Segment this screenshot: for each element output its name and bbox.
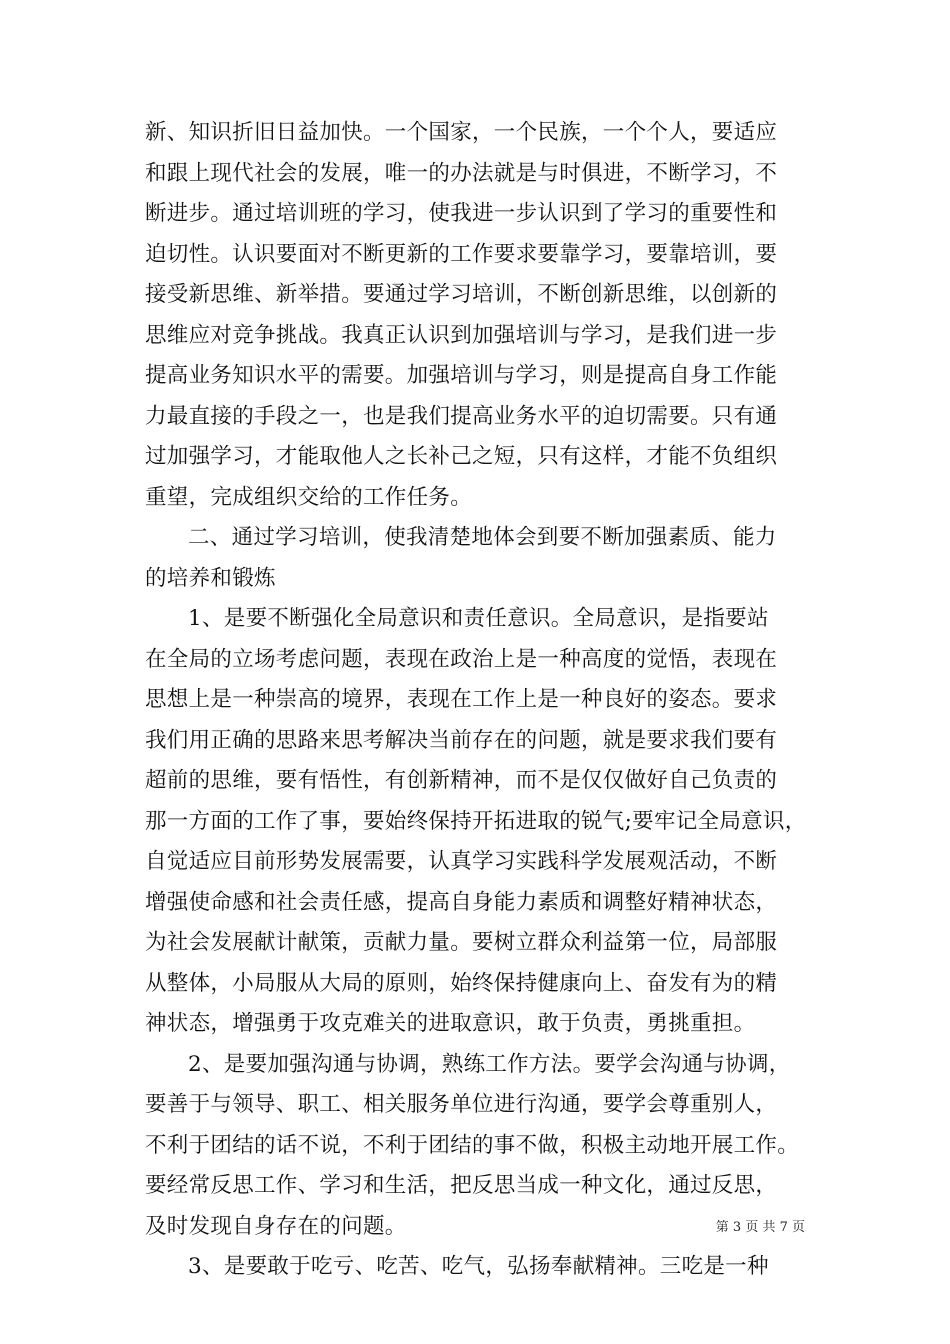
text-line: 思维应对竞争挑战。我真正认识到加强培训与学习，是我们进一步: [145, 322, 778, 348]
text-line: 从整体，小局服从大局的原则，始终保持健康向上、奋发有为的精: [145, 970, 778, 996]
text-line: 过加强学习，才能取他人之长补己之短，只有这样，才能不负组织: [145, 444, 778, 469]
text-line: 要经常反思工作、学习和生活，把反思当成一种文化，通过反思，: [145, 1173, 778, 1198]
text-line: 和跟上现代社会的发展，唯一的办法就是与时俱进，不断学习，不: [145, 160, 778, 186]
item-3-paragraph: [145, 1247, 809, 1288]
document-body: [145, 113, 809, 1288]
item-1-paragraph: [145, 599, 809, 1045]
text-line: 2、是要加强沟通与协调，熟练工作方法。要学会沟通与协调，: [188, 1051, 791, 1077]
text-line: 3、是要敢于吃亏、吃苦、吃气，弘扬奉献精神。三吃是一种: [188, 1254, 769, 1279]
text-line: 断进步。通过培训班的学习，使我进一步认识到了学习的重要性和: [145, 201, 778, 226]
text-line: 自觉适应目前形势发展需要，认真学习实践科学发展观活动，不断: [145, 849, 778, 874]
text-line: 要善于与领导、职工、相关服务单位进行沟通，要学会尊重别人，: [145, 1092, 778, 1117]
section-heading-2: [145, 518, 809, 599]
paragraph-1: [145, 113, 809, 518]
page-number: 第 3 页 共 7 页: [715, 1220, 805, 1235]
text-line: 在全局的立场考虑问题，表现在政治上是一种高度的觉悟，表现在: [145, 646, 778, 672]
item-2-paragraph: [145, 1045, 809, 1248]
text-line: 二、通过学习培训，使我清楚地体会到要不断加强素质、能力: [188, 525, 777, 550]
text-line: 力最直接的手段之一，也是我们提高业务水平的迫切需要。只有通: [145, 403, 778, 429]
text-line: 重望，完成组织交给的工作任务。: [145, 484, 473, 510]
text-line: 不利于团结的话不说，不利于团结的事不做，积极主动地开展工作。: [145, 1132, 800, 1158]
text-line: 思想上是一种崇高的境界，表现在工作上是一种良好的姿态。要求: [145, 687, 778, 712]
text-line: 的培养和锻炼: [145, 565, 276, 591]
text-line: 增强使命感和社会责任感，提高自身能力素质和调整好精神状态，: [145, 889, 778, 915]
text-line: 那一方面的工作了事，要始终保持开拓进取的锐气;要牢记全局意识，: [145, 808, 807, 834]
text-line: 我们用正确的思路来思考解决当前存在的问题，就是要求我们要有: [145, 727, 778, 753]
text-line: 新、知识折旧日益加快。一个国家，一个民族，一个个人，要适应: [145, 120, 778, 145]
text-line: 超前的思维，要有悟性，有创新精神，而不是仅仅做好自己负责的: [145, 768, 778, 793]
text-line: 神状态，增强勇于攻克难关的进取意识，敢于负责，勇挑重担。: [145, 1011, 756, 1036]
text-line: 迫切性。认识要面对不断更新的工作要求要靠学习，要靠培训，要: [145, 241, 778, 267]
text-line: 接受新思维、新举措。要通过学习培训，不断创新思维，以创新的: [145, 282, 778, 307]
text-line: 及时发现自身存在的问题。: [145, 1213, 407, 1239]
text-line: 1、是要不断强化全局意识和责任意识。全局意识，是指要站: [188, 606, 769, 631]
text-line: 提高业务知识水平的需要。加强培训与学习，则是提高自身工作能: [145, 363, 778, 388]
text-line: 为社会发展献计献策，贡献力量。要树立群众利益第一位，局部服: [145, 930, 778, 955]
